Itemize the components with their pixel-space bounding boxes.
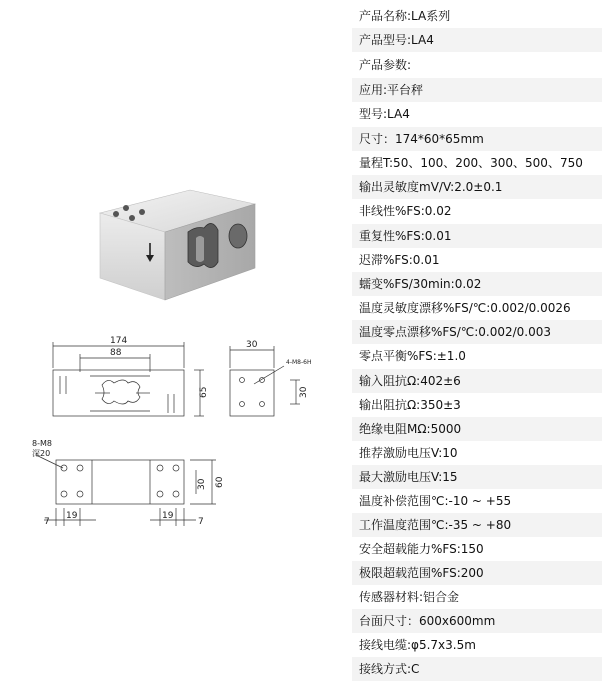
front-view	[53, 370, 184, 416]
spec-sensitivity: 输出灵敏度mV/V:2.0±0.1	[352, 175, 602, 199]
end-view	[230, 370, 274, 416]
dim-7-left-label: 7	[44, 517, 50, 527]
spec-nonlinearity: 非线性%FS:0.02	[359, 204, 452, 218]
spec-material: 传感器材料:铝合金	[359, 590, 460, 604]
dim-30-top-label: 30	[246, 340, 258, 350]
bolt-hole	[113, 211, 119, 217]
spec-product-name: 产品名称:LA系列	[359, 9, 451, 23]
spec-wiring-mode: 接线方式:C	[352, 657, 602, 681]
spec-range: 量程T:50、100、200、300、500、750	[359, 156, 583, 170]
spec-repeatability: 重复性%FS:0.01	[352, 224, 602, 248]
spec-platform-size: 台面尺寸：600x600mm	[352, 609, 602, 633]
spec-ultimate-overload: 极限超载范围%FS:200	[352, 561, 602, 585]
spec-application: 应用:平台秤	[352, 78, 602, 102]
spec-max-excitation: 最大激励电压V:15	[352, 465, 602, 489]
spec-zero-balance: 零点平衡%FS:±1.0	[359, 349, 466, 363]
dim-19-right-label: 19	[162, 511, 174, 521]
load-cell-photo	[0, 0, 352, 330]
spec-hysteresis: 迟滞%FS:0.01	[359, 253, 440, 267]
spec-params-heading: 产品参数:	[359, 58, 412, 72]
dim-19-left-label: 19	[66, 511, 78, 521]
spec-creep: 蠕变%FS/30min:0.02	[352, 272, 602, 296]
dim-65-label: 65	[199, 386, 209, 398]
technical-drawing	[0, 330, 352, 685]
spec-size: 尺寸：174*60*65mm	[352, 127, 602, 151]
spec-insulation-resistance: 绝缘电阻MΩ:5000	[352, 417, 602, 441]
spec-product-model: 产品型号:LA4	[352, 28, 602, 52]
bolt-hole	[139, 209, 145, 215]
dim-174-label: 174	[110, 336, 128, 346]
thread-note-label: 4-M8-6H	[286, 359, 312, 366]
spec-cable: 接线电缆:φ5.7x3.5m	[359, 638, 476, 652]
spec-temp-sensitivity-drift: 温度灵敏度漂移%FS/℃:0.002/0.0026	[359, 301, 571, 315]
spec-input-impedance: 输入阻抗Ω:402±6	[352, 369, 602, 393]
mounting-hole	[229, 224, 247, 248]
spec-recommended-excitation: 推荐激励电压V:10	[359, 446, 458, 460]
spec-temp-zero-drift: 温度零点漂移%FS/℃:0.002/0.003	[352, 320, 602, 344]
spec-temp-compensation-range: 温度补偿范围℃:-10 ~ +55	[359, 494, 512, 508]
dim-30-bottom-label: 30	[197, 478, 207, 490]
spec-output-impedance: 输出阻抗Ω:350±3	[359, 398, 461, 412]
dim-60-label: 60	[215, 476, 225, 488]
spec-safe-overload: 安全超载能力%FS:150	[359, 542, 484, 556]
spec-model: 型号:LA4	[359, 107, 410, 121]
hole-note-1-label: 8-M8	[32, 439, 52, 448]
hole-note-2-label: 深20	[32, 449, 51, 458]
top-view	[56, 460, 184, 504]
dim-88-label: 88	[110, 348, 122, 358]
spec-list	[352, 0, 602, 685]
bolt-hole	[129, 215, 135, 221]
spec-operating-temp-range: 工作温度范围℃:-35 ~ +80	[352, 513, 602, 537]
dim-7-right-label: 7	[198, 517, 204, 527]
dim-30-side-label: 30	[299, 386, 309, 398]
bolt-hole	[123, 205, 129, 211]
